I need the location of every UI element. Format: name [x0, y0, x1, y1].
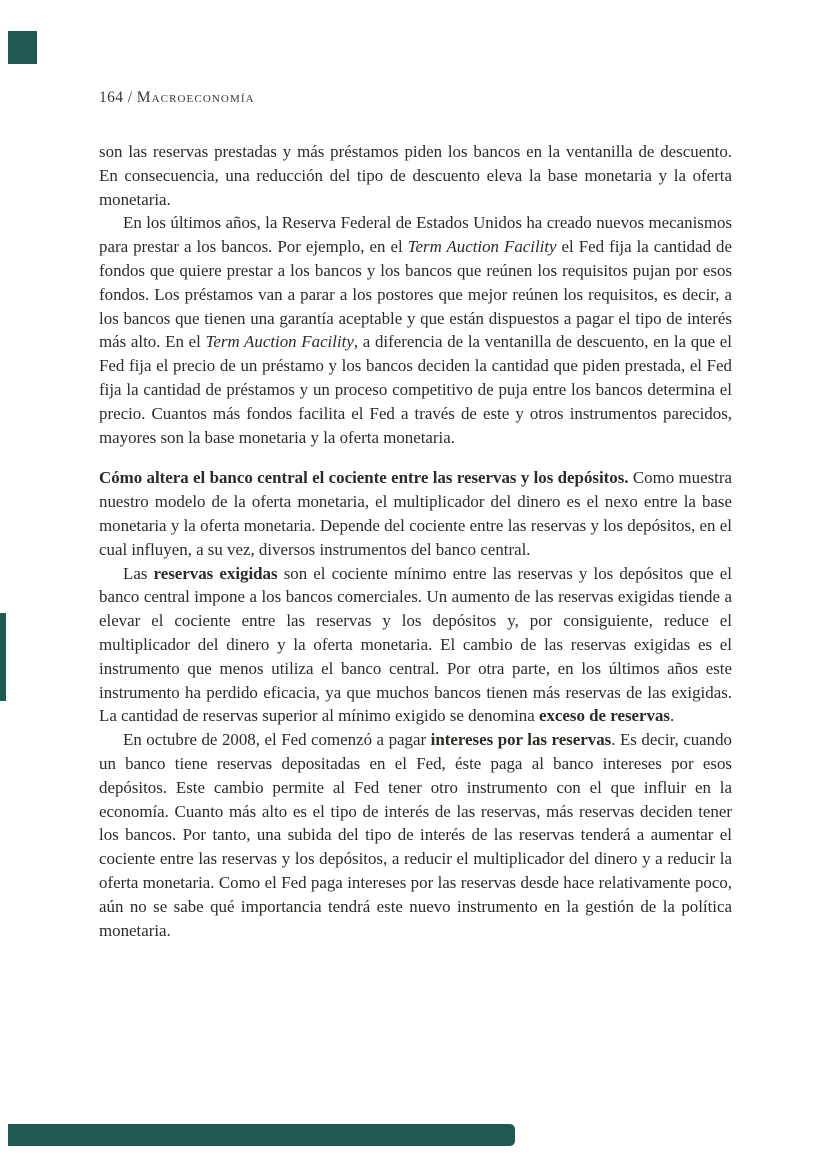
paragraph [99, 728, 732, 942]
text-segment-normal: . [669, 706, 675, 726]
text-segment-italic: Term Auction Facility [407, 237, 557, 257]
page-number: 164 [99, 89, 124, 106]
scan-edge-mark-bottom [8, 1124, 515, 1146]
scan-edge-mark-top-left [8, 31, 37, 64]
text-segment-bold: Cómo altera el banco central el cociente entre las reservas y los depósitos. [99, 468, 629, 488]
text-segment-normal: son el cociente mínimo entre las reservas y los depósitos que el banco central impone a los bancos comerciales. Un aumento de las reservas exigidas tiende a elevar el cociente entre las reservas y los depósitos y, por consiguiente, reduce el multiplicador del dinero y la oferta monetaria. El cambio de las reservas exigidas es el instrumento que menos utiliza el banco central. Por otra parte, en los últimos años este instrumento ha perdido eficacia, ya que muchos bancos tienen más reservas de las exigidas. La cantidad de reservas superior al mínimo exigido se denomina [99, 563, 732, 726]
scan-edge-mark-left [0, 613, 6, 701]
paragraph [99, 466, 732, 561]
text-segment-normal: son las reservas prestadas y más préstamos piden los bancos en la ventanilla de descuento. En consecuencia, una reducción del tipo de descuento eleva la base monetaria y la oferta monetaria. [99, 142, 732, 209]
text-segment-bold: reservas exigidas [153, 563, 278, 583]
text-segment-normal: , a diferencia de la ventanilla de descuento, en la que el Fed fija el precio de un préstamo y los bancos deciden la cantidad que piden prestada, el Fed fija la cantidad de préstamos y un proceso competitivo de puja entre los bancos determina el precio. Cuantos más fondos facilita el Fed a través de este y otros instrumentos parecidos, mayores son la base monetaria y la oferta monetaria. [99, 332, 732, 447]
text-segment-bold: intereses por las reservas [430, 730, 612, 750]
paragraph [99, 211, 732, 449]
text-segment-normal: En los últimos años, la Reserva Federal de Estados Unidos ha creado nuevos mecanismos para prestar a los bancos. Por ejemplo, en el [99, 213, 732, 257]
text-block [99, 140, 732, 942]
paragraph [99, 140, 732, 211]
header-separator: / [123, 89, 137, 106]
text-segment-normal: En octubre de 2008, el Fed comenzó a pagar [123, 730, 431, 750]
running-header [99, 89, 255, 107]
text-segment-normal: Las [123, 563, 154, 583]
text-segment-normal: el Fed fija la cantidad de fondos que quiere prestar a los bancos y los bancos que reúnen los requisitos pujan por esos fondos. Los préstamos van a parar a los postores que mejor reúnen los requisitos, es decir, a los bancos que tienen una garantía aceptable y que están dispuestos a pagar el tipo de interés más alto. En el [99, 237, 732, 352]
text-segment-normal: Como muestra nuestro modelo de la oferta monetaria, el multiplicador del dinero es el nexo entre la base monetaria y la oferta monetaria. Depende del cociente entre las reservas y los depósitos, en el cual influyen, a su vez, diversos instrumentos del banco central. [99, 468, 732, 559]
book-title: Macroeconomía [136, 89, 255, 106]
text-segment-bold: exceso de reservas [538, 706, 670, 726]
text-segment-normal: . Es decir, cuando un banco tiene reservas depositadas en el Fed, éste paga al banco intereses por esos depósitos. Este cambio permite al Fed tener otro instrumento con el que influir en la economía. Cuanto más alto es el tipo de interés de las reservas, más reservas deciden tener los bancos. Por tanto, una subida del tipo de interés de las reservas tenderá a aumentar el cociente entre las reservas y los depósitos, a reducir el multiplicador del dinero y a reducir la oferta monetaria. Como el Fed paga intereses por las reservas desde hace relativamente poco, aún no se sabe qué importancia tendrá este nuevo instrumento en la gestión de la política monetaria. [99, 730, 732, 940]
paragraph [99, 562, 732, 729]
text-segment-italic: Term Auction Facility [205, 332, 354, 352]
